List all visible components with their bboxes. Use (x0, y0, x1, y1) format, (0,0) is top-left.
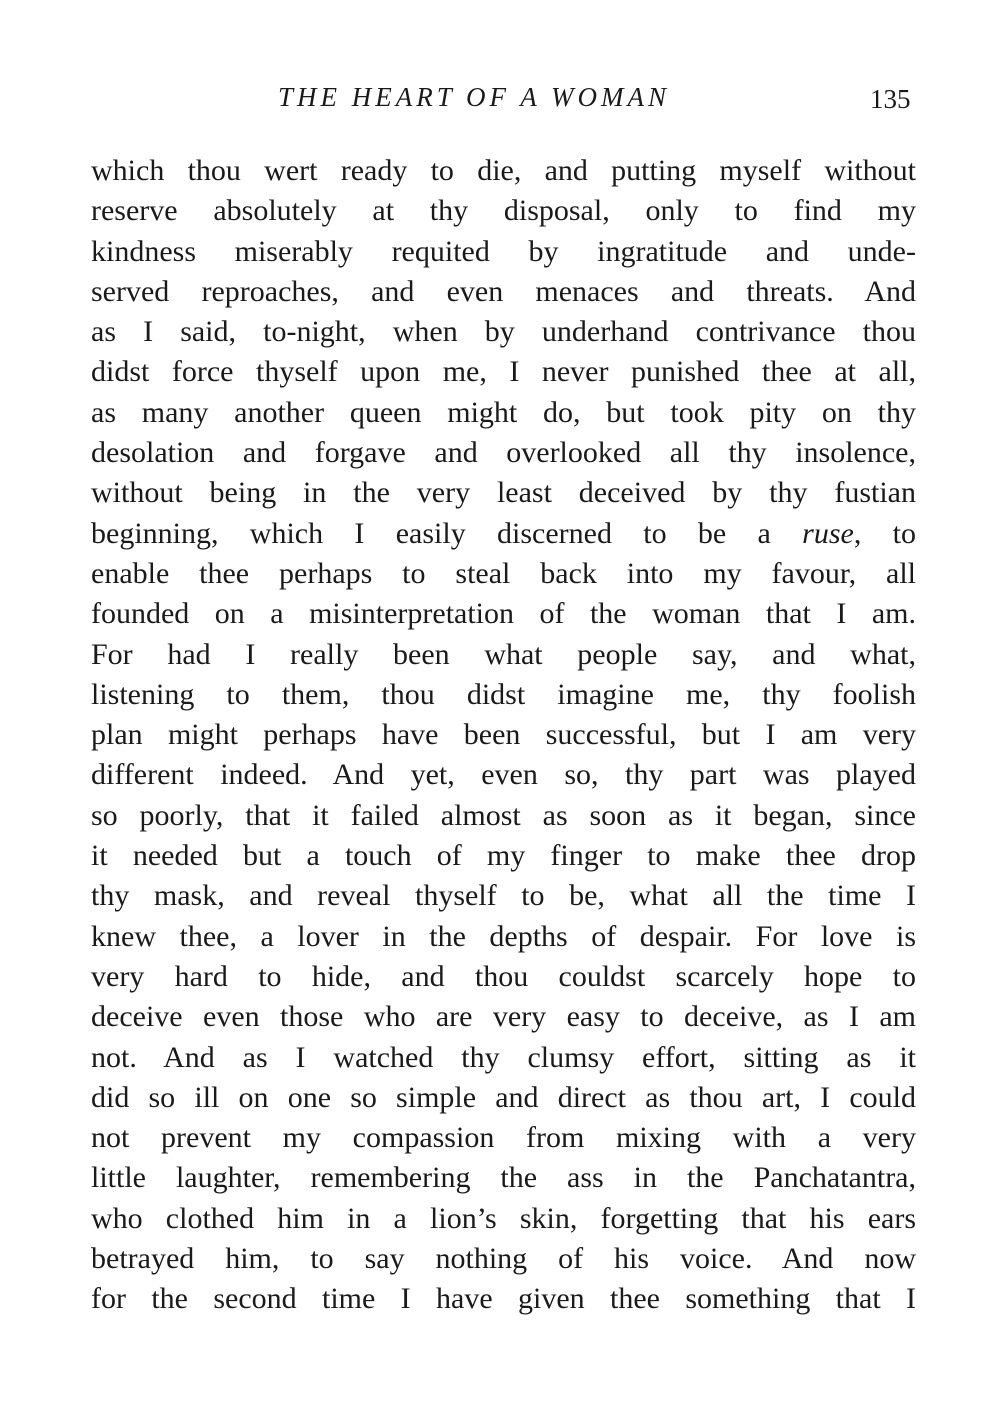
text-line: founded on a misinterpretation of the woman that I am. (91, 597, 916, 631)
text-line: not. And as I watched thy clumsy effort, sitting as it (91, 1040, 916, 1074)
text-line: kindness miserably requited by ingratitude and unde- (91, 234, 916, 268)
text-line-start: beginning, which I easily discerned to be a (91, 516, 803, 550)
text-line: so poorly, that it failed almost as soon as it began, since (91, 798, 916, 832)
text-line: different indeed. And yet, even so, thy part was played (91, 758, 916, 792)
text-line-with-italic (91, 514, 916, 554)
text-line: little laughter, remembering the ass in the Panchatantra, (91, 1161, 916, 1195)
text-line: listening to them, thou didst imagine me, thy foolish (91, 677, 916, 711)
text-line: thy mask, and reveal thyself to be, what all the time I (91, 879, 916, 913)
body-text (91, 151, 916, 1320)
text-line: betrayed him, to say nothing of his voice. And now (91, 1242, 916, 1276)
text-line: desolation and forgave and overlooked all thy insolence, (91, 436, 916, 470)
text-line: did so ill on one so simple and direct as thou art, I could (91, 1080, 916, 1114)
text-line: For had I really been what people say, and what, (91, 637, 916, 671)
italic-word: ruse (802, 516, 854, 550)
text-line: who clothed him in a lion’s skin, forgetting that his ears (91, 1201, 916, 1235)
text-line: for the second time I have given thee something that I (91, 1282, 916, 1316)
text-line-end: , to (853, 516, 916, 550)
text-line: not prevent my compassion from mixing with a very (91, 1121, 916, 1155)
text-line: deceive even those who are very easy to deceive, as I am (91, 1000, 916, 1034)
text-line: without being in the very least deceived by thy fustian (91, 476, 916, 510)
page-number: 135 (870, 84, 911, 114)
text-line: didst force thyself upon me, I never punished thee at all, (91, 355, 916, 389)
running-head-title: THE HEART OF A WOMAN (278, 82, 671, 112)
text-line: served reproaches, and even menaces and threats. And (91, 274, 916, 308)
text-line: enable thee perhaps to steal back into my favour, all (91, 556, 916, 590)
text-line: as many another queen might do, but took pity on thy (91, 395, 916, 429)
text-line: very hard to hide, and thou couldst scarcely hope to (91, 959, 916, 993)
text-line: reserve absolutely at thy disposal, only to find my (91, 194, 916, 228)
text-line: plan might perhaps have been successful, but I am very (91, 718, 916, 752)
text-line: knew thee, a lover in the depths of despair. For love is (91, 919, 916, 953)
text-line: which thou wert ready to die, and putting myself without (91, 154, 916, 187)
text-line: as I said, to-night, when by underhand contrivance thou (91, 315, 916, 349)
text-line: it needed but a touch of my finger to make thee drop (91, 839, 916, 873)
